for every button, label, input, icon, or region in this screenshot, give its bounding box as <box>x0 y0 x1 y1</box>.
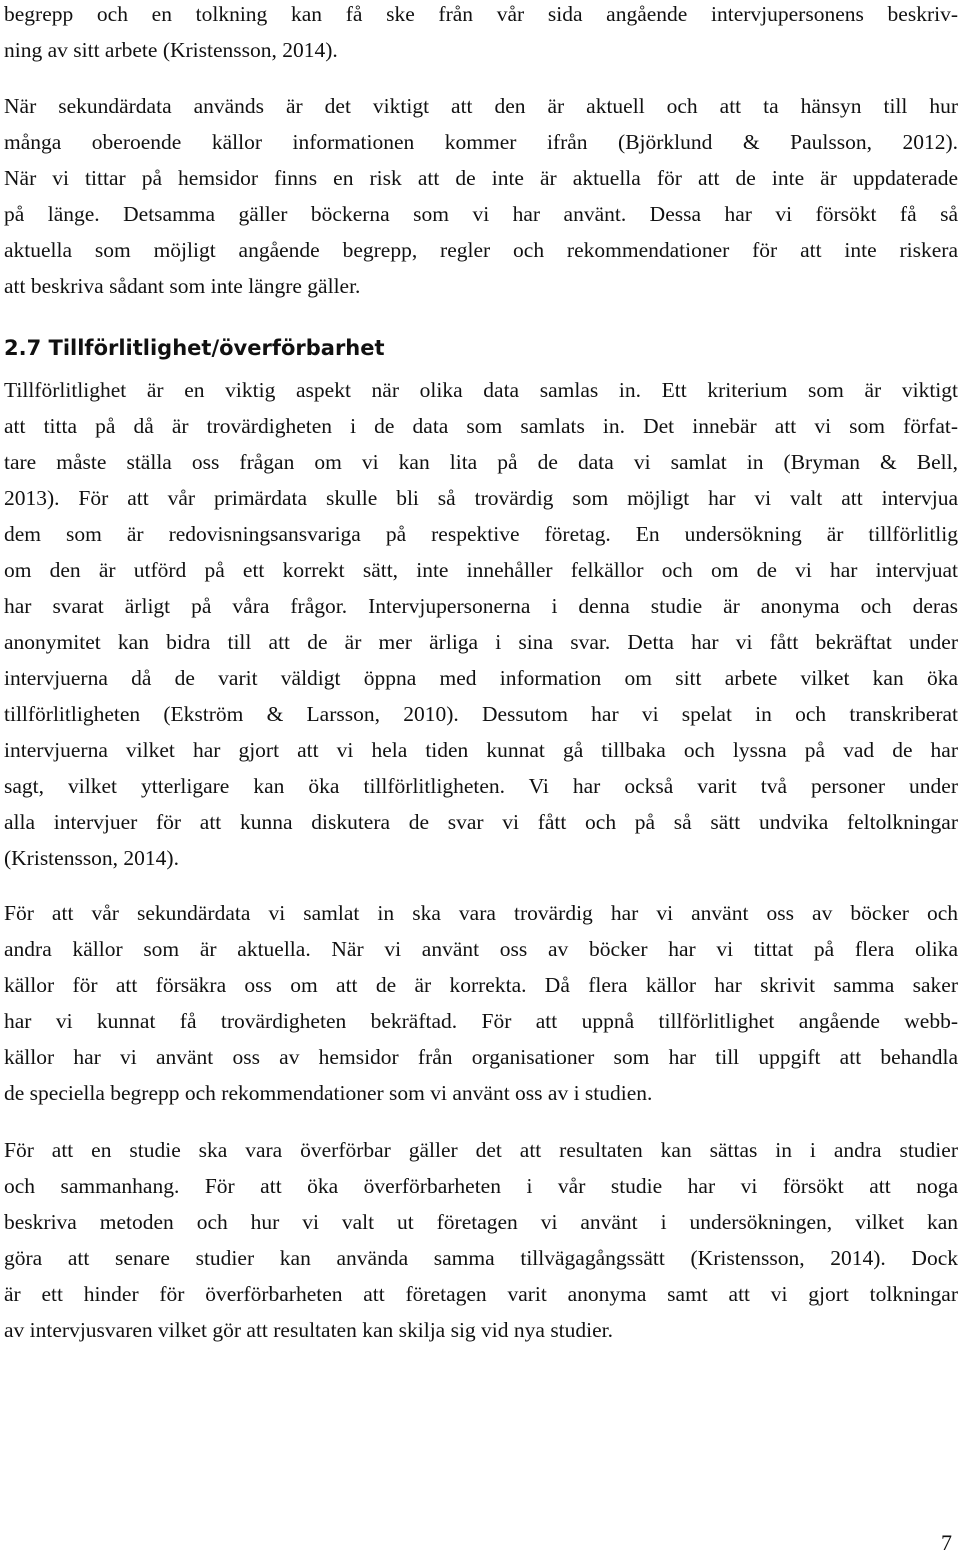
text-line: anonymitet kan bidra till att de är mer ärliga i sina svar. Detta har vi fått bekräftat under <box>4 630 958 654</box>
text-line: ning av sitt arbete (Kristensson, 2014). <box>4 38 338 62</box>
text-line: tillförlitligheten (Ekström & Larsson, 2010). Dessutom har vi spelat in och transkriberat <box>4 702 958 726</box>
text-line: av intervjusvaren vilket gör att resultaten kan skilja sig vid nya studier. <box>4 1318 614 1342</box>
text-line: (Kristensson, 2014). <box>4 846 179 870</box>
text-line: 2013). För att vår primärdata skulle bli så trovärdig som möjligt har vi valt att intervjua <box>4 486 958 510</box>
text-line: aktuella som möjligt angående begrepp, regler och rekommendationer för att inte riskera <box>4 238 958 262</box>
text-line: alla intervjuer för att kunna diskutera de svar vi fått och på så sätt undvika feltolkningar <box>4 810 958 834</box>
text-line: källor har vi använt oss av hemsidor från organisationer som har till uppgift att behandla <box>4 1045 958 1069</box>
text-line: göra att senare studier kan använda samma tillvägagångssätt (Kristensson, 2014). Dock <box>4 1246 958 1270</box>
text-line: intervjuerna vilket har gjort att vi hela tiden kunnat gå tillbaka och lyssna på vad de har <box>4 738 958 762</box>
text-line: dem som är redovisningsansvariga på respektive företag. En undersökning är tillförlitlig <box>4 522 958 546</box>
text-line: har vi kunnat få trovärdigheten bekräftad. För att uppnå tillförlitlighet angående webb- <box>4 1009 958 1033</box>
text-line: har svarat ärligt på våra frågor. Intervjupersonerna i denna studie är anonyma och deras <box>4 594 958 618</box>
paragraph <box>4 0 958 68</box>
text-line: att titta på då är trovärdigheten i de data som samlats in. Det innebär att vi som förfat- <box>4 414 958 438</box>
text-line: beskriva metoden och hur vi valt ut företagen vi använt i undersökningen, vilket kan <box>4 1210 958 1234</box>
text-line: källor för att försäkra oss om att de är korrekta. Då flera källor har skrivit samma saker <box>4 973 958 997</box>
paragraph <box>4 895 958 1111</box>
text-line: att beskriva sådant som inte längre gäller. <box>4 274 361 298</box>
text-line: Tillförlitlighet är en viktig aspekt när olika data samlas in. Ett kriterium som är viktigt <box>4 378 958 402</box>
section-heading: 2.7 Tillförlitlighet/överförbarhet <box>4 336 385 360</box>
text-line: När sekundärdata används är det viktigt att den är aktuell och att ta hänsyn till hur <box>4 94 958 118</box>
text-line: på länge. Detsamma gäller böckerna som vi har använt. Dessa har vi försökt få så <box>4 202 958 226</box>
text-line: är ett hinder för överförbarheten att företagen varit anonyma samt att vi gjort tolkningar <box>4 1282 958 1306</box>
text-line: och sammanhang. För att öka överförbarheten i vår studie har vi försökt att noga <box>4 1174 958 1198</box>
page-number: 7 <box>941 1530 952 1555</box>
text-line: sagt, vilket ytterligare kan öka tillförlitligheten. Vi har också varit två personer under <box>4 774 958 798</box>
text-line: andra källor som är aktuella. När vi använt oss av böcker har vi tittat på flera olika <box>4 937 958 961</box>
text-line: tare måste ställa oss frågan om vi kan lita på de data vi samlat in (Bryman & Bell, <box>4 450 958 474</box>
paragraph <box>4 1132 958 1348</box>
text-line: intervjuerna då de varit väldigt öppna med information om sitt arbete vilket kan öka <box>4 666 958 690</box>
text-line: om den är utförd på ett korrekt sätt, inte innehåller felkällor och om de vi har intervjuat <box>4 558 958 582</box>
paragraph <box>4 88 958 304</box>
text-line: När vi tittar på hemsidor finns en risk att de inte är aktuella för att de inte är uppdaterade <box>4 166 958 190</box>
text-line: begrepp och en tolkning kan få ske från vår sida angående intervjupersonens beskriv- <box>4 2 958 26</box>
paragraph <box>4 372 958 876</box>
text-line: många oberoende källor informationen kommer ifrån (Björklund & Paulsson, 2012). <box>4 130 958 154</box>
text-line: För att vår sekundärdata vi samlat in ska vara trovärdig har vi använt oss av böcker och <box>4 901 958 925</box>
text-line: de speciella begrepp och rekommendationer som vi använt oss av i studien. <box>4 1081 653 1105</box>
text-line: För att en studie ska vara överförbar gäller det att resultaten kan sättas in i andra studier <box>4 1138 958 1162</box>
